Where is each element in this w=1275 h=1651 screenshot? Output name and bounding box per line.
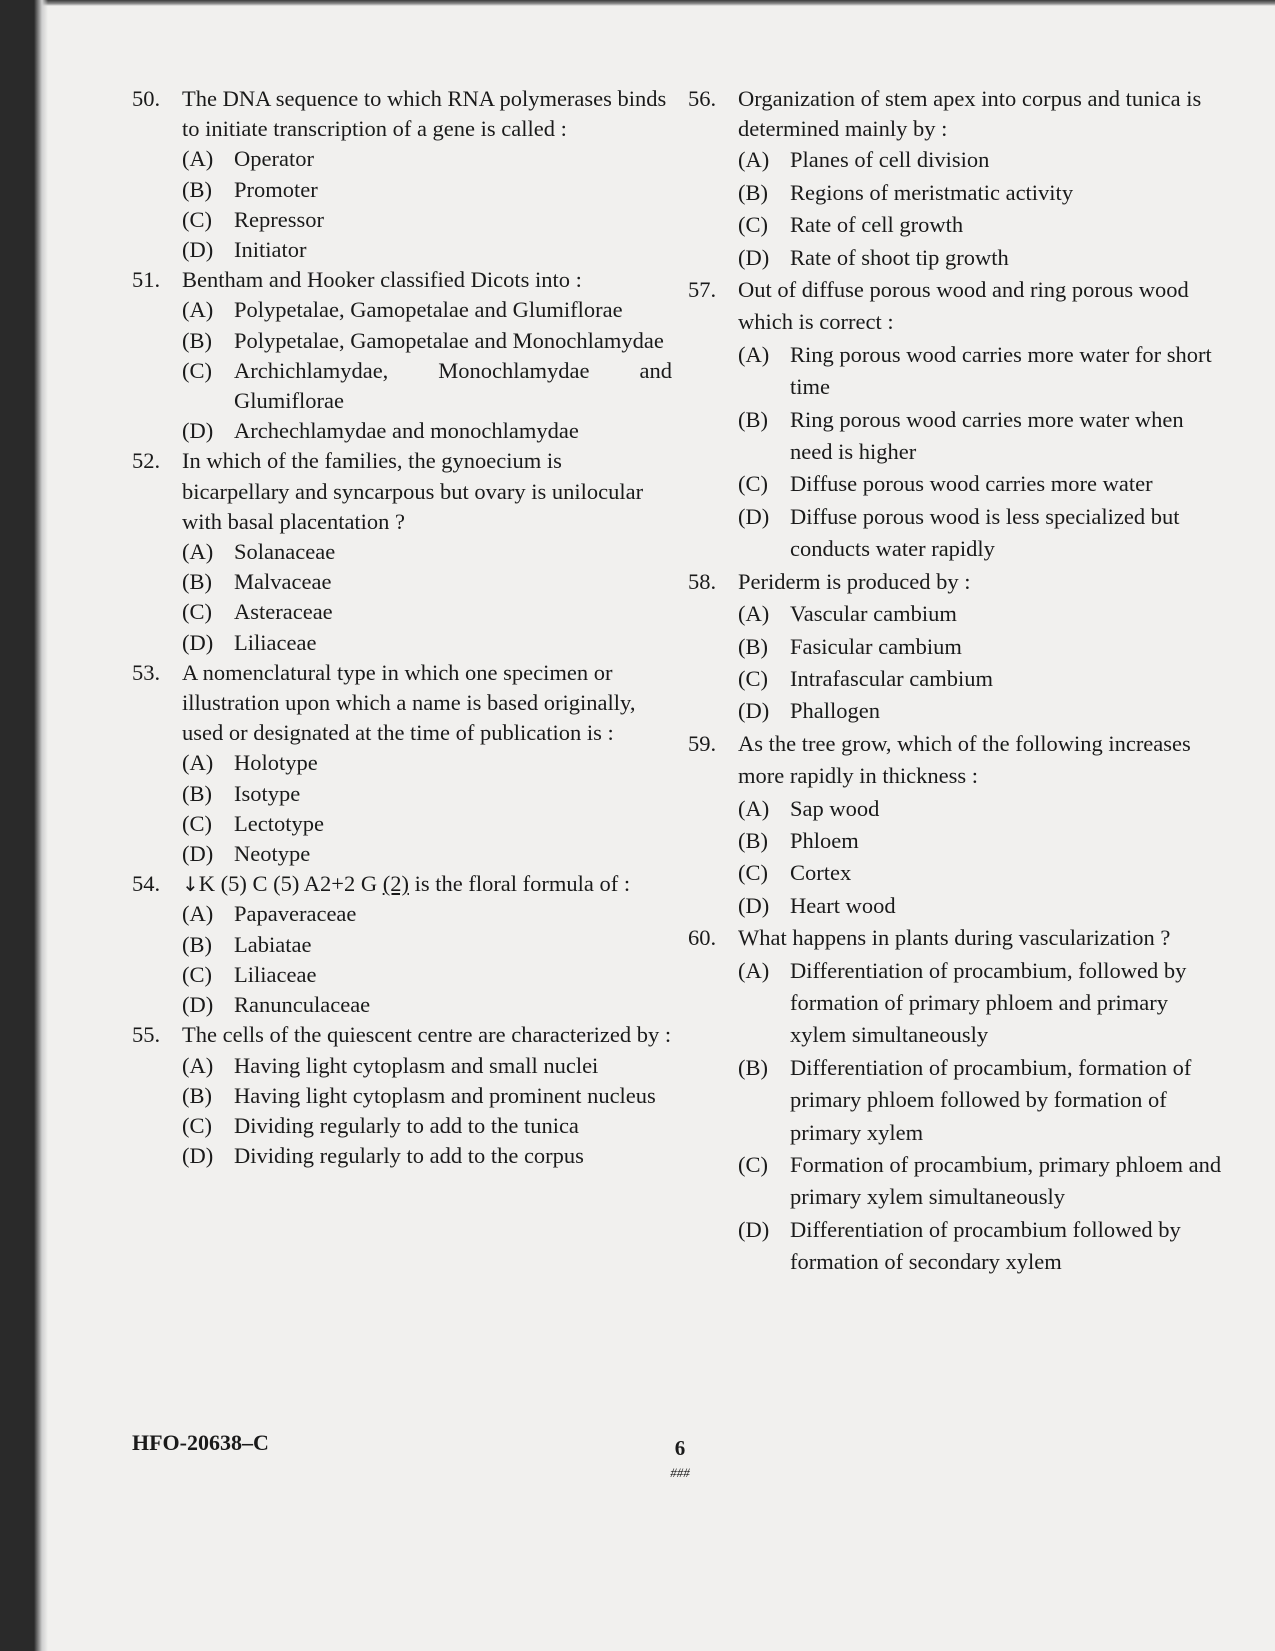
option-a — [132, 295, 672, 325]
option-d — [132, 1141, 672, 1171]
option-text: Phallogen — [790, 698, 880, 724]
formula-underlined: (2) — [382, 871, 409, 897]
question-text: What happens in plants during vascularization ? — [738, 925, 1171, 951]
option-text: Ring porous wood carries more water for short time — [790, 341, 1212, 400]
option-label: (B) — [738, 1054, 768, 1080]
option-b — [132, 175, 672, 205]
option-text: Sap wood — [790, 795, 880, 821]
option-label: (D) — [182, 629, 214, 655]
formula-suffix: is the floral formula of : — [408, 871, 631, 897]
question-58 — [688, 566, 1228, 728]
option-label: (A) — [182, 901, 214, 927]
question-text: Organization of stem apex into corpus and tunica is determined mainly by : — [738, 86, 1202, 142]
option-text: Polypetalae, Gamopetalae and Monochlamydae — [234, 327, 664, 353]
option-label: (B) — [182, 176, 212, 202]
option-text: Diffuse porous wood carries more water — [790, 471, 1153, 497]
option-label: (B) — [738, 827, 768, 853]
option-text: Archechlamydae and monochlamydae — [234, 418, 579, 444]
option-c — [132, 205, 672, 235]
option-c — [688, 663, 1228, 695]
option-text: Dividing regularly to add to the corpus — [234, 1143, 584, 1169]
option-text: Holotype — [234, 750, 318, 776]
option-text: Having light cytoplasm and small nuclei — [234, 1052, 599, 1078]
question-text: Bentham and Hooker classified Dicots into : — [182, 267, 582, 293]
option-b — [688, 825, 1228, 857]
option-d — [132, 628, 672, 658]
question-56 — [688, 84, 1228, 274]
question-text: Periderm is produced by : — [738, 568, 971, 594]
option-a — [132, 144, 672, 174]
option-d — [688, 695, 1228, 727]
option-text: Dividing regularly to add to the tunica — [234, 1112, 579, 1138]
option-c — [132, 960, 672, 990]
option-label: (B) — [182, 780, 212, 806]
option-label: (A) — [182, 297, 214, 323]
option-text: Diffuse porous wood is less specialized but conducts water rapidly — [790, 503, 1180, 562]
option-d — [688, 242, 1228, 274]
option-label: (D) — [182, 1143, 214, 1169]
option-text: Vascular cambium — [790, 601, 957, 627]
question-number: 60. — [688, 925, 717, 951]
question-number: 50. — [132, 86, 161, 111]
option-label: (C) — [182, 1112, 212, 1138]
option-label: (C) — [182, 599, 212, 625]
option-label: (A) — [738, 147, 770, 173]
option-label: (D) — [738, 1216, 770, 1242]
option-label: (D) — [738, 244, 770, 270]
option-c — [688, 468, 1228, 500]
question-number: 54. — [132, 871, 161, 897]
option-label: (D) — [738, 892, 770, 918]
option-text: Malvaceae — [234, 569, 332, 595]
option-text: Initiator — [234, 237, 307, 263]
option-label: (C) — [738, 860, 768, 886]
option-label: (C) — [738, 471, 768, 497]
question-text: The cells of the quiescent centre are characterized by : — [182, 1022, 672, 1048]
scan-top-edge — [0, 0, 1275, 6]
option-label: (D) — [182, 418, 214, 444]
option-label: (B) — [182, 931, 212, 957]
option-text: Fasicular cambium — [790, 633, 962, 659]
option-label: (C) — [182, 961, 212, 987]
option-a — [132, 1051, 672, 1081]
option-text: Neotype — [234, 841, 311, 867]
left-column — [132, 84, 672, 1171]
option-text: Formation of procambium, primary phloem and primary xylem simultaneously — [790, 1152, 1222, 1210]
option-a — [688, 339, 1228, 404]
option-label: (A) — [182, 1052, 214, 1078]
option-text: Asteraceae — [234, 599, 333, 625]
option-label: (C) — [182, 206, 212, 232]
option-a — [132, 537, 672, 567]
option-label: (A) — [182, 750, 214, 776]
option-text: Differentiation of procambium, formation of primary phloem followed by formation of primary xylem — [790, 1054, 1192, 1145]
option-b — [132, 779, 672, 809]
question-text: A nomenclatural type in which one specimen or illustration upon which a name is based originally, used or designated at the time of publication is : — [182, 659, 636, 746]
option-label: (B) — [738, 406, 768, 432]
question-55 — [132, 1020, 672, 1171]
option-text: Heart wood — [790, 892, 896, 918]
option-text: Ring porous wood carries more water when need is higher — [790, 406, 1184, 465]
option-label: (A) — [738, 957, 770, 983]
option-c — [132, 356, 672, 416]
option-a — [688, 793, 1228, 825]
question-50 — [132, 84, 672, 265]
option-text: Ranunculaceae — [234, 992, 371, 1018]
question-53 — [132, 658, 672, 869]
scan-left-edge — [0, 0, 48, 1651]
question-number: 52. — [132, 448, 161, 474]
question-52 — [132, 446, 672, 657]
option-d — [132, 990, 672, 1020]
option-d — [688, 1214, 1228, 1279]
option-d — [132, 839, 672, 869]
question-text: In which of the families, the gynoecium is bicarpellary and syncarpous but ovary is unilocular with basal placentation ? — [182, 448, 644, 534]
option-a — [132, 748, 672, 778]
option-label: (C) — [738, 665, 768, 691]
option-a — [688, 598, 1228, 630]
question-text: The DNA sequence to which RNA polymerases binds to initiate transcription of a gene is called : — [182, 86, 667, 142]
option-d — [132, 416, 672, 446]
question-number: 53. — [132, 659, 161, 685]
option-text: Regions of meristmatic activity — [790, 179, 1074, 205]
option-c — [132, 809, 672, 839]
option-text: Labiatae — [234, 931, 312, 957]
option-label: (C) — [182, 810, 212, 836]
option-label: (A) — [738, 341, 770, 367]
down-arrow-icon: ↓ — [182, 872, 199, 897]
option-label: (C) — [738, 212, 768, 238]
option-label: (A) — [738, 601, 770, 627]
option-label: (C) — [738, 1152, 768, 1177]
question-number: 57. — [688, 277, 717, 303]
option-text: Rate of shoot tip growth — [790, 244, 1009, 270]
option-label: (A) — [182, 146, 214, 172]
option-label: (D) — [182, 841, 214, 867]
option-text: Having light cytoplasm and prominent nucleus — [234, 1082, 656, 1108]
option-b — [688, 631, 1228, 663]
question-text: As the tree grow, which of the following increases more rapidly in thickness : — [738, 730, 1191, 789]
option-c — [688, 209, 1228, 241]
option-text: Cortex — [790, 860, 852, 886]
option-a — [688, 955, 1228, 1052]
option-label: (D) — [738, 503, 770, 529]
page-mark: ### — [670, 1465, 690, 1480]
option-d — [688, 890, 1228, 922]
option-label: (C) — [182, 357, 212, 383]
option-c — [688, 1149, 1228, 1214]
option-text: Polypetalae, Gamopetalae and Glumiflorae — [234, 297, 623, 323]
question-60 — [688, 922, 1228, 1278]
option-text: Isotype — [234, 780, 301, 806]
option-a — [132, 899, 672, 929]
option-label: (D) — [182, 237, 214, 263]
question-54 — [132, 869, 672, 1020]
option-label: (B) — [738, 633, 768, 659]
option-c — [688, 857, 1228, 889]
option-text: Promoter — [234, 176, 318, 202]
option-label: (B) — [182, 327, 212, 353]
option-text: Archichlamydae, Monochlamydae and Glumiflorae — [234, 357, 672, 414]
question-text: Out of diffuse porous wood and ring porous wood which is correct : — [738, 277, 1189, 335]
formula-text: K (5) C (5) A2+2 G — [198, 871, 383, 897]
option-text: Liliaceae — [234, 961, 317, 987]
option-a — [688, 144, 1228, 176]
option-text: Operator — [234, 146, 314, 172]
question-51 — [132, 265, 672, 446]
option-text: Lectotype — [234, 810, 324, 836]
option-label: (A) — [738, 795, 770, 821]
option-b — [688, 1052, 1228, 1149]
option-b — [132, 567, 672, 597]
page-number: 6 — [674, 1436, 686, 1460]
option-c — [132, 1111, 672, 1141]
question-number: 56. — [688, 86, 717, 111]
option-b — [688, 404, 1228, 469]
option-text: Solanaceae — [234, 539, 336, 565]
option-text: Repressor — [234, 206, 324, 232]
option-text: Differentiation of procambium, followed by formation of primary phloem and primary xylem simultaneously — [790, 957, 1187, 1048]
option-text: Differentiation of procambium followed by formation of secondary xylem — [790, 1216, 1181, 1275]
floral-formula — [182, 869, 672, 899]
option-label: (D) — [182, 992, 214, 1018]
booklet-code: HFO-20638–C — [132, 1430, 269, 1455]
option-text: Planes of cell division — [790, 147, 990, 173]
question-number: 51. — [132, 267, 161, 293]
question-59 — [688, 728, 1228, 922]
option-text: Phloem — [790, 827, 859, 853]
option-label: (B) — [182, 1082, 212, 1108]
option-label: (A) — [182, 539, 214, 565]
option-label: (B) — [182, 569, 212, 595]
option-label: (B) — [738, 179, 768, 205]
option-b — [132, 1081, 672, 1111]
right-column — [688, 84, 1228, 1279]
option-text: Papaveraceae — [234, 901, 357, 927]
question-number: 58. — [688, 568, 717, 594]
option-b — [132, 930, 672, 960]
option-text: Rate of cell growth — [790, 212, 964, 238]
option-text: Intrafascular cambium — [790, 665, 994, 691]
option-c — [132, 597, 672, 627]
option-label: (D) — [738, 698, 770, 724]
option-b — [688, 177, 1228, 209]
question-number: 55. — [132, 1022, 161, 1048]
option-d — [688, 501, 1228, 566]
question-57 — [688, 274, 1228, 566]
question-number: 59. — [688, 730, 717, 756]
option-text: Liliaceae — [234, 629, 317, 655]
option-b — [132, 326, 672, 356]
option-d — [132, 235, 672, 265]
